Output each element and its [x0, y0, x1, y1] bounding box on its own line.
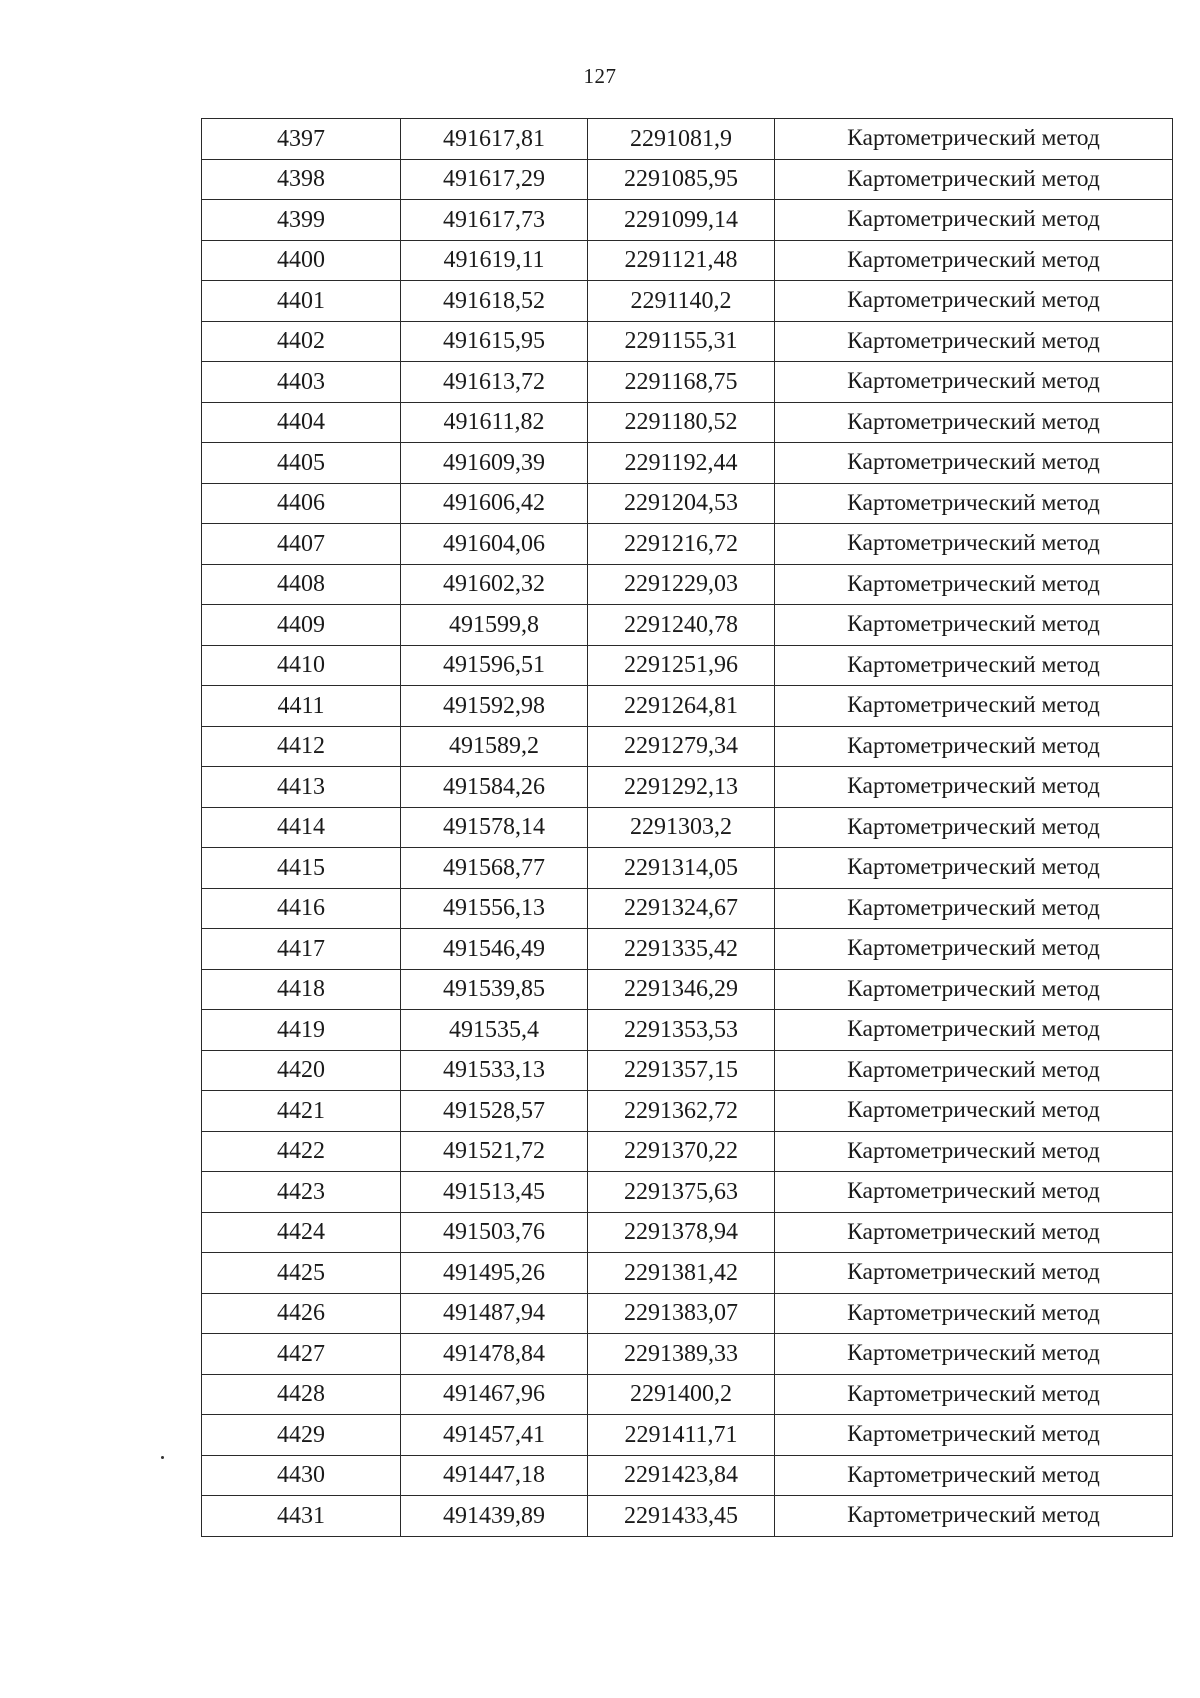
x-coordinate-cell: 491618,52	[401, 281, 588, 322]
point-number-cell: 4405	[202, 443, 401, 484]
y-coordinate-cell: 2291346,29	[588, 969, 775, 1010]
x-coordinate-cell: 491589,2	[401, 726, 588, 767]
method-cell: Картометрический метод	[775, 1334, 1173, 1375]
method-cell: Картометрический метод	[775, 807, 1173, 848]
y-coordinate-cell: 2291229,03	[588, 564, 775, 605]
point-number-cell: 4407	[202, 524, 401, 565]
table-row	[202, 767, 1173, 808]
y-coordinate-cell: 2291168,75	[588, 362, 775, 403]
method-cell: Картометрический метод	[775, 281, 1173, 322]
table-row	[202, 524, 1173, 565]
y-coordinate-cell: 2291375,63	[588, 1172, 775, 1213]
table-row	[202, 159, 1173, 200]
coordinates-table	[201, 118, 1173, 1537]
y-coordinate-cell: 2291099,14	[588, 200, 775, 241]
method-cell: Картометрический метод	[775, 119, 1173, 160]
table-row	[202, 1374, 1173, 1415]
point-number-cell: 4416	[202, 888, 401, 929]
point-number-cell: 4398	[202, 159, 401, 200]
y-coordinate-cell: 2291314,05	[588, 848, 775, 889]
y-coordinate-cell: 2291264,81	[588, 686, 775, 727]
x-coordinate-cell: 491556,13	[401, 888, 588, 929]
method-cell: Картометрический метод	[775, 1010, 1173, 1051]
method-cell: Картометрический метод	[775, 524, 1173, 565]
point-number-cell: 4406	[202, 483, 401, 524]
point-number-cell: 4421	[202, 1091, 401, 1132]
method-cell: Картометрический метод	[775, 240, 1173, 281]
table-row	[202, 443, 1173, 484]
point-number-cell: 4413	[202, 767, 401, 808]
table-row	[202, 929, 1173, 970]
table-row	[202, 1212, 1173, 1253]
point-number-cell: 4431	[202, 1496, 401, 1537]
y-coordinate-cell: 2291140,2	[588, 281, 775, 322]
page-number: 127	[583, 64, 617, 88]
x-coordinate-cell: 491535,4	[401, 1010, 588, 1051]
y-coordinate-cell: 2291378,94	[588, 1212, 775, 1253]
table-row	[202, 119, 1173, 160]
table-row	[202, 200, 1173, 241]
y-coordinate-cell: 2291383,07	[588, 1293, 775, 1334]
method-cell: Картометрический метод	[775, 200, 1173, 241]
table-row	[202, 645, 1173, 686]
method-cell: Картометрический метод	[775, 362, 1173, 403]
table-row	[202, 1050, 1173, 1091]
point-number-cell: 4428	[202, 1374, 401, 1415]
x-coordinate-cell: 491617,73	[401, 200, 588, 241]
y-coordinate-cell: 2291411,71	[588, 1415, 775, 1456]
y-coordinate-cell: 2291389,33	[588, 1334, 775, 1375]
x-coordinate-cell: 491457,41	[401, 1415, 588, 1456]
y-coordinate-cell: 2291216,72	[588, 524, 775, 565]
x-coordinate-cell: 491617,29	[401, 159, 588, 200]
method-cell: Картометрический метод	[775, 726, 1173, 767]
y-coordinate-cell: 2291155,31	[588, 321, 775, 362]
table-row	[202, 483, 1173, 524]
x-coordinate-cell: 491596,51	[401, 645, 588, 686]
table-row	[202, 888, 1173, 929]
method-cell: Картометрический метод	[775, 483, 1173, 524]
table-row	[202, 1172, 1173, 1213]
table-row	[202, 686, 1173, 727]
point-number-cell: 4426	[202, 1293, 401, 1334]
y-coordinate-cell: 2291357,15	[588, 1050, 775, 1091]
table-row	[202, 1010, 1173, 1051]
x-coordinate-cell: 491546,49	[401, 929, 588, 970]
y-coordinate-cell: 2291381,42	[588, 1253, 775, 1294]
y-coordinate-cell: 2291251,96	[588, 645, 775, 686]
x-coordinate-cell: 491528,57	[401, 1091, 588, 1132]
table-row	[202, 362, 1173, 403]
table-row	[202, 969, 1173, 1010]
y-coordinate-cell: 2291279,34	[588, 726, 775, 767]
point-number-cell: 4402	[202, 321, 401, 362]
x-coordinate-cell: 491447,18	[401, 1455, 588, 1496]
point-number-cell: 4412	[202, 726, 401, 767]
method-cell: Картометрический метод	[775, 1091, 1173, 1132]
point-number-cell: 4410	[202, 645, 401, 686]
method-cell: Картометрический метод	[775, 605, 1173, 646]
method-cell: Картометрический метод	[775, 929, 1173, 970]
y-coordinate-cell: 2291303,2	[588, 807, 775, 848]
point-number-cell: 4424	[202, 1212, 401, 1253]
coordinates-table-body	[202, 119, 1173, 1537]
table-row	[202, 402, 1173, 443]
y-coordinate-cell: 2291292,13	[588, 767, 775, 808]
y-coordinate-cell: 2291180,52	[588, 402, 775, 443]
y-coordinate-cell: 2291240,78	[588, 605, 775, 646]
method-cell: Картометрический метод	[775, 402, 1173, 443]
x-coordinate-cell: 491606,42	[401, 483, 588, 524]
y-coordinate-cell: 2291081,9	[588, 119, 775, 160]
method-cell: Картометрический метод	[775, 1212, 1173, 1253]
table-row	[202, 1253, 1173, 1294]
point-number-cell: 4415	[202, 848, 401, 889]
x-coordinate-cell: 491487,94	[401, 1293, 588, 1334]
x-coordinate-cell: 491478,84	[401, 1334, 588, 1375]
point-number-cell: 4403	[202, 362, 401, 403]
y-coordinate-cell: 2291204,53	[588, 483, 775, 524]
x-coordinate-cell: 491584,26	[401, 767, 588, 808]
table-row	[202, 1131, 1173, 1172]
point-number-cell: 4414	[202, 807, 401, 848]
y-coordinate-cell: 2291192,44	[588, 443, 775, 484]
table-row	[202, 1091, 1173, 1132]
y-coordinate-cell: 2291362,72	[588, 1091, 775, 1132]
table-row	[202, 321, 1173, 362]
point-number-cell: 4420	[202, 1050, 401, 1091]
table-row	[202, 1415, 1173, 1456]
point-number-cell: 4423	[202, 1172, 401, 1213]
method-cell: Картометрический метод	[775, 321, 1173, 362]
y-coordinate-cell: 2291400,2	[588, 1374, 775, 1415]
table-row	[202, 1293, 1173, 1334]
table-row	[202, 1455, 1173, 1496]
point-number-cell: 4425	[202, 1253, 401, 1294]
method-cell: Картометрический метод	[775, 1131, 1173, 1172]
table-row	[202, 281, 1173, 322]
point-number-cell: 4429	[202, 1415, 401, 1456]
x-coordinate-cell: 491495,26	[401, 1253, 588, 1294]
point-number-cell: 4418	[202, 969, 401, 1010]
y-coordinate-cell: 2291085,95	[588, 159, 775, 200]
x-coordinate-cell: 491503,76	[401, 1212, 588, 1253]
method-cell: Картометрический метод	[775, 645, 1173, 686]
method-cell: Картометрический метод	[775, 1253, 1173, 1294]
y-coordinate-cell: 2291324,67	[588, 888, 775, 929]
x-coordinate-cell: 491467,96	[401, 1374, 588, 1415]
table-row	[202, 807, 1173, 848]
method-cell: Картометрический метод	[775, 1374, 1173, 1415]
x-coordinate-cell: 491604,06	[401, 524, 588, 565]
table-row	[202, 726, 1173, 767]
x-coordinate-cell: 491599,8	[401, 605, 588, 646]
method-cell: Картометрический метод	[775, 686, 1173, 727]
point-number-cell: 4400	[202, 240, 401, 281]
table-row	[202, 848, 1173, 889]
x-coordinate-cell: 491539,85	[401, 969, 588, 1010]
table-row	[202, 1334, 1173, 1375]
method-cell: Картометрический метод	[775, 1293, 1173, 1334]
point-number-cell: 4409	[202, 605, 401, 646]
point-number-cell: 4417	[202, 929, 401, 970]
method-cell: Картометрический метод	[775, 848, 1173, 889]
point-number-cell: 4408	[202, 564, 401, 605]
x-coordinate-cell: 491513,45	[401, 1172, 588, 1213]
x-coordinate-cell: 491533,13	[401, 1050, 588, 1091]
method-cell: Картометрический метод	[775, 1496, 1173, 1537]
method-cell: Картометрический метод	[775, 1415, 1173, 1456]
point-number-cell: 4427	[202, 1334, 401, 1375]
method-cell: Картометрический метод	[775, 564, 1173, 605]
x-coordinate-cell: 491592,98	[401, 686, 588, 727]
point-number-cell: 4411	[202, 686, 401, 727]
table-row	[202, 240, 1173, 281]
method-cell: Картометрический метод	[775, 1455, 1173, 1496]
point-number-cell: 4430	[202, 1455, 401, 1496]
x-coordinate-cell: 491611,82	[401, 402, 588, 443]
x-coordinate-cell: 491521,72	[401, 1131, 588, 1172]
x-coordinate-cell: 491609,39	[401, 443, 588, 484]
point-number-cell: 4397	[202, 119, 401, 160]
point-number-cell: 4401	[202, 281, 401, 322]
x-coordinate-cell: 491439,89	[401, 1496, 588, 1537]
x-coordinate-cell: 491568,77	[401, 848, 588, 889]
y-coordinate-cell: 2291353,53	[588, 1010, 775, 1051]
table-row	[202, 605, 1173, 646]
point-number-cell: 4422	[202, 1131, 401, 1172]
scan-speck	[161, 1456, 164, 1459]
method-cell: Картометрический метод	[775, 969, 1173, 1010]
x-coordinate-cell: 491615,95	[401, 321, 588, 362]
method-cell: Картометрический метод	[775, 159, 1173, 200]
y-coordinate-cell: 2291370,22	[588, 1131, 775, 1172]
point-number-cell: 4399	[202, 200, 401, 241]
method-cell: Картометрический метод	[775, 888, 1173, 929]
point-number-cell: 4419	[202, 1010, 401, 1051]
table-row	[202, 1496, 1173, 1537]
y-coordinate-cell: 2291121,48	[588, 240, 775, 281]
x-coordinate-cell: 491617,81	[401, 119, 588, 160]
y-coordinate-cell: 2291335,42	[588, 929, 775, 970]
x-coordinate-cell: 491613,72	[401, 362, 588, 403]
method-cell: Картометрический метод	[775, 443, 1173, 484]
x-coordinate-cell: 491619,11	[401, 240, 588, 281]
y-coordinate-cell: 2291433,45	[588, 1496, 775, 1537]
method-cell: Картометрический метод	[775, 1050, 1173, 1091]
point-number-cell: 4404	[202, 402, 401, 443]
method-cell: Картометрический метод	[775, 1172, 1173, 1213]
x-coordinate-cell: 491602,32	[401, 564, 588, 605]
y-coordinate-cell: 2291423,84	[588, 1455, 775, 1496]
table-row	[202, 564, 1173, 605]
method-cell: Картометрический метод	[775, 767, 1173, 808]
x-coordinate-cell: 491578,14	[401, 807, 588, 848]
